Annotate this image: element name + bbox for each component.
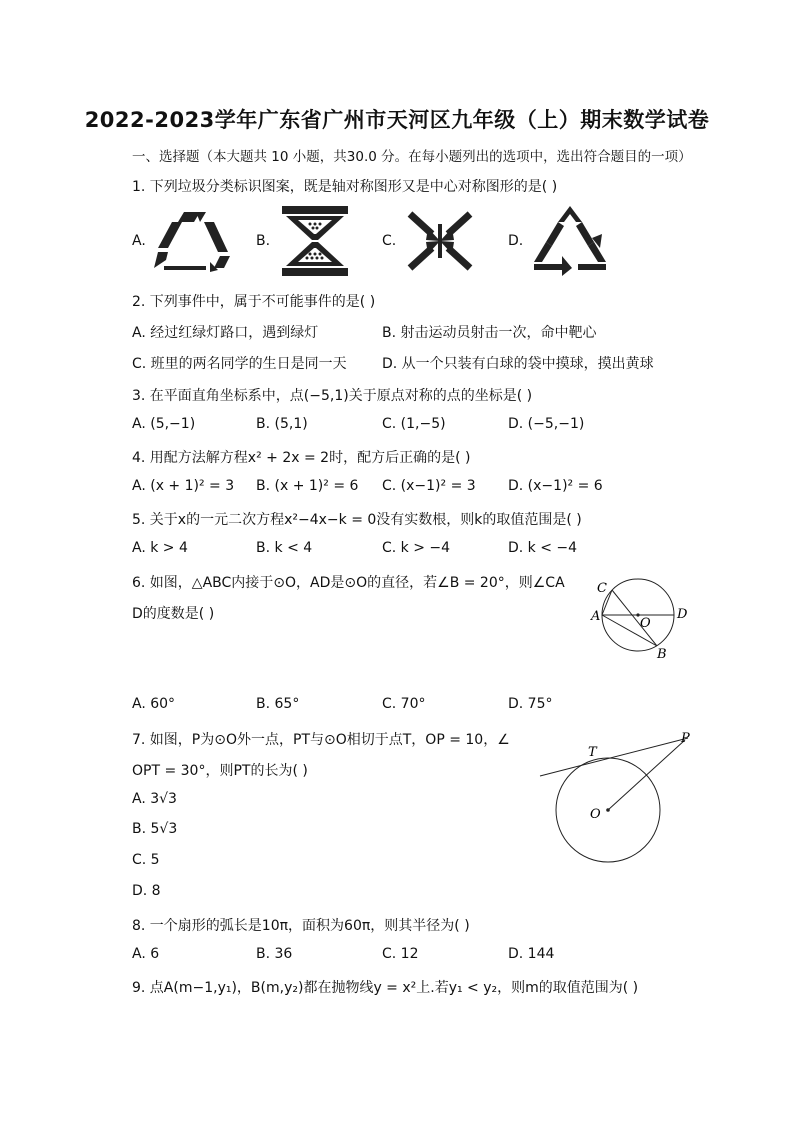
q6-label-a: A [591,609,601,624]
section-heading: 一、选择题（本大题共 10 小题，共30.0 分。在每小题列出的选项中，选出符合题目的一项） [132,149,692,165]
q4-option-d: D. (x−1)² = 6 [508,478,603,494]
q6-label-o: O [640,616,651,631]
q7-stem-line2: OPT = 30°，则PT的长为( ) [132,763,308,779]
q3-option-a: A. (5,−1) [132,416,196,432]
q6-circle-figure [585,572,695,666]
q5-option-c: C. k > −4 [382,540,451,556]
q9-stem: 9. 点A(m−1,y₁)，B(m,y₂)都在抛物线y = x²上.若y₁ < y₂，则m的取值范围为( ) [132,980,639,996]
q6-label-c: C [597,581,607,596]
q6-option-d: D. 75° [508,696,553,712]
q8-option-c: C. 12 [382,946,419,962]
q1-option-d-label: D. [508,233,524,249]
q2-option-b: B. 射击运动员射击一次，命中靶心 [382,325,597,341]
recycle-open-triangle-icon [532,206,608,280]
q6-option-c: C. 70° [382,696,426,712]
q3-option-b: B. (5,1) [256,416,308,432]
q8-option-b: B. 36 [256,946,293,962]
q7-label-p: P [681,731,690,746]
q6-stem-line1: 6. 如图，△ABC内接于⊙O，AD是⊙O的直径，若∠B = 20°，则∠CA [132,575,565,591]
q8-option-a: A. 6 [132,946,160,962]
q8-stem: 8. 一个扇形的弧长是10π，面积为60π，则其半径为( ) [132,918,470,934]
q4-option-a: A. (x + 1)² = 3 [132,478,235,494]
q7-center-dot [606,808,610,812]
hourglass-icon [280,206,350,280]
q7-label-o: O [590,807,601,822]
q2-option-a: A. 经过红绿灯路口，遇到绿灯 [132,325,319,341]
q3-stem: 3. 在平面直角坐标系中，点(−5,1)关于原点对称的点的坐标是( ) [132,388,533,404]
q5-option-b: B. k < 4 [256,540,313,556]
q6-option-b: B. 65° [256,696,300,712]
q7-option-c: C. 5 [132,852,160,868]
q7-tangent-figure [538,728,698,867]
inward-arrows-x-icon [406,210,474,276]
q1-option-a-label: A. [132,233,146,249]
page-title: 2022-2023学年广东省广州市天河区九年级（上）期末数学试卷 [84,108,710,132]
q2-option-c: C. 班里的两名同学的生日是同一天 [132,356,347,372]
q3-option-d: D. (−5,−1) [508,416,585,432]
q2-option-d: D. 从一个只装有白球的袋中摸球，摸出黄球 [382,356,654,372]
q5-stem: 5. 关于x的一元二次方程x²−4x−k = 0没有实数根，则k的取值范围是( ) [132,512,582,528]
q1-option-b-label: B. [256,233,271,249]
q6-option-a: A. 60° [132,696,176,712]
q7-option-b: B. 5√3 [132,821,178,837]
q4-option-b: B. (x + 1)² = 6 [256,478,359,494]
q7-label-t: T [588,745,597,760]
q7-option-a: A. 3√3 [132,791,177,807]
q7-stem-line1: 7. 如图，P为⊙O外一点，PT与⊙O相切于点T，OP = 10，∠ [132,732,510,748]
q5-option-d: D. k < −4 [508,540,578,556]
q6-label-b: B [657,647,667,662]
q4-stem: 4. 用配方法解方程x² + 2x = 2时，配方后正确的是( ) [132,450,471,466]
q6-stem-line2: D的度数是( ) [132,606,215,622]
q1-stem: 1. 下列垃圾分类标识图案，既是轴对称图形又是中心对称图形的是( ) [132,179,558,195]
q7-option-d: D. 8 [132,883,161,899]
q8-option-d: D. 144 [508,946,555,962]
q3-option-c: C. (1,−5) [382,416,446,432]
q6-label-d: D [677,607,688,622]
q2-stem: 2. 下列事件中，属于不可能事件的是( ) [132,294,376,310]
q1-option-c-label: C. [382,233,397,249]
q4-option-c: C. (x−1)² = 3 [382,478,476,494]
q7-segment-op [608,740,685,810]
recycle-triangle-arrows-icon [154,208,230,276]
q5-option-a: A. k > 4 [132,540,188,556]
